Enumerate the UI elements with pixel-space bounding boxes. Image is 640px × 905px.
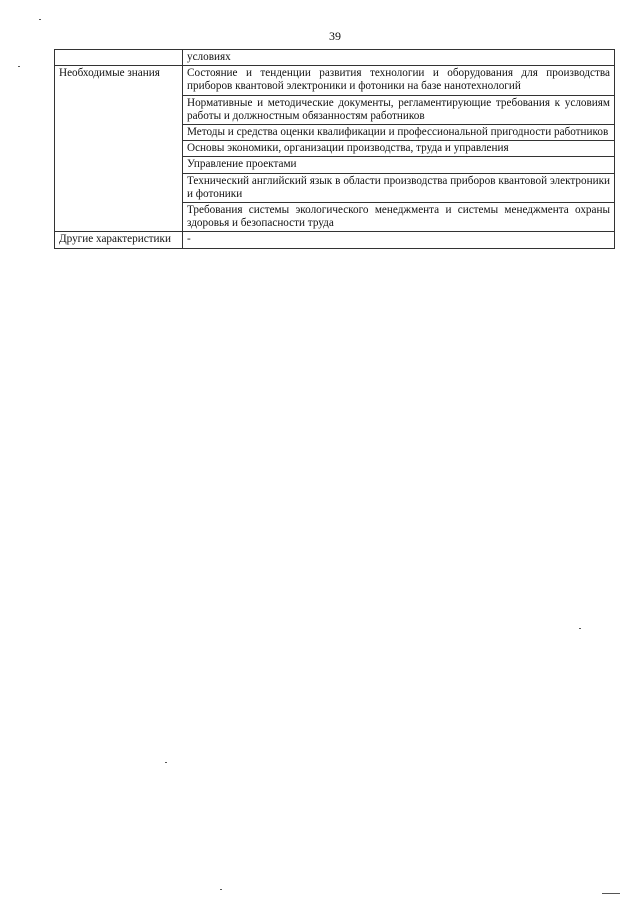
knowledge-item: Технический английский язык в области производства приборов квантовой электроники и фотоники	[183, 173, 615, 202]
other-value: -	[183, 232, 615, 248]
table-row	[55, 66, 615, 95]
scan-speck	[39, 19, 41, 20]
page-number: 39	[329, 29, 341, 43]
knowledge-table	[54, 49, 615, 249]
knowledge-item: Требования системы экологического менеджмента и системы менеджмента охраны здоровья и безопасности труда	[183, 203, 615, 232]
table-row	[55, 50, 615, 66]
knowledge-item: Методы и средства оценки квалификации и профессиональной пригодности работников	[183, 125, 615, 141]
scan-speck	[220, 889, 222, 890]
empty-label-cell	[55, 50, 183, 66]
scan-speck	[18, 66, 20, 67]
continued-text-cell: условиях	[183, 50, 615, 66]
scan-speck	[602, 893, 620, 894]
scan-speck	[579, 628, 581, 629]
knowledge-item: Управление проектами	[183, 157, 615, 173]
scan-speck	[165, 762, 167, 763]
table-row	[55, 232, 615, 248]
knowledge-item: Состояние и тенденции развития технологии и оборудования для производства приборов квантовой электроники и фотоники на базе нанотехнологий	[183, 66, 615, 95]
knowledge-label: Необходимые знания	[55, 66, 183, 232]
other-label: Другие характеристики	[55, 232, 183, 248]
knowledge-item: Нормативные и методические документы, регламентирующие требования к условиям работы и должностным обязанностям работников	[183, 95, 615, 124]
knowledge-item: Основы экономики, организации производства, труда и управления	[183, 141, 615, 157]
